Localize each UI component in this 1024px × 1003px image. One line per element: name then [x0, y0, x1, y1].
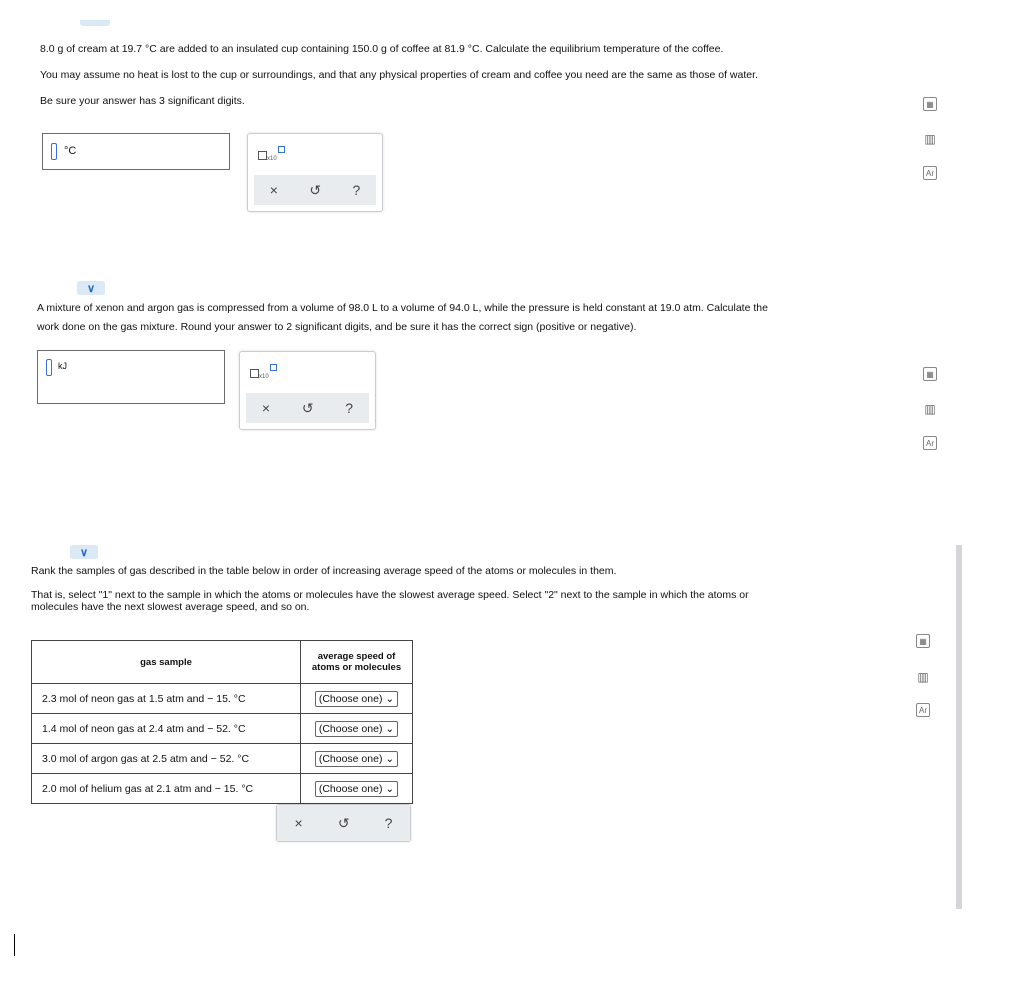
help-button[interactable]: ?: [352, 182, 361, 198]
q3-prompt-line1: Rank the samples of gas described in the table below in order of increasing average speed of the atoms or molecules in them.: [31, 565, 617, 577]
periodic-table-icon[interactable]: Ar: [923, 436, 937, 450]
chevron-down-icon[interactable]: ∨: [70, 545, 98, 559]
q1-prompt-line3: Be sure your answer has 3 significant digits.: [40, 95, 245, 107]
q1-prompt-line2: You may assume no heat is lost to the cup or surroundings, and that any physical properties of cream and coffee you need are the same as those of water.: [40, 69, 758, 81]
q2-prompt-line1: A mixture of xenon and argon gas is compressed from a volume of 98.0 L to a volume of 94.0 L, while the pressure is held constant at 19.0 atm. Calculate the: [37, 302, 768, 314]
insertion-cursor: [14, 934, 15, 956]
q2-unit-label: kJ: [58, 361, 67, 371]
text-cursor: [51, 143, 57, 160]
q2-prompt-line2: work done on the gas mixture. Round your answer to 2 significant digits, and be sure it has the correct sign (positive or negative).: [37, 321, 637, 333]
clear-button[interactable]: ×: [269, 182, 278, 198]
table-header-average-speed: average speed of atoms or molecules: [301, 641, 413, 684]
q3-prompt-line3: molecules have the next slowest average speed, and so on.: [31, 601, 310, 613]
table-row: [32, 684, 413, 714]
speed-rank-select[interactable]: (Choose one) ⌄: [315, 721, 398, 737]
data-chart-icon[interactable]: ▥: [924, 402, 936, 416]
q1-math-palette: [247, 133, 383, 212]
gas-sample-table: [31, 640, 413, 804]
help-button[interactable]: ?: [345, 400, 354, 416]
clear-button[interactable]: ×: [261, 400, 271, 416]
scientific-notation-button[interactable]: x10: [250, 364, 280, 382]
scientific-notation-button[interactable]: x10: [258, 146, 288, 164]
periodic-table-icon[interactable]: Ar: [923, 166, 937, 180]
scrollbar[interactable]: [956, 545, 962, 909]
q3-toolbar: [277, 805, 410, 841]
calculator-icon[interactable]: ▦: [923, 97, 937, 111]
periodic-table-icon[interactable]: Ar: [916, 703, 930, 717]
undo-button[interactable]: ↺: [301, 399, 314, 416]
data-chart-icon[interactable]: ▥: [917, 670, 929, 684]
q3-toolbar-palette: [276, 804, 411, 842]
table-row: [32, 714, 413, 744]
undo-button[interactable]: ↺: [337, 814, 350, 831]
help-button[interactable]: ?: [384, 815, 393, 831]
q2-math-palette: [239, 351, 376, 430]
q2-toolbar: [246, 393, 369, 423]
gas-sample-cell: 1.4 mol of neon gas at 2.4 atm and − 52. °C: [32, 714, 301, 744]
clear-button[interactable]: ×: [294, 815, 303, 831]
table-header-gas-sample: gas sample: [32, 641, 301, 684]
data-chart-icon[interactable]: ▥: [924, 132, 936, 146]
q1-unit-label: °C: [64, 145, 77, 157]
speed-rank-select[interactable]: (Choose one) ⌄: [315, 691, 398, 707]
calculator-icon[interactable]: ▦: [916, 634, 930, 648]
q1-prompt-line1: 8.0 g of cream at 19.7 °C are added to an insulated cup containing 150.0 g of coffee at 81.9 °C. Calculate the equilibrium temperature of the coffee.: [40, 43, 724, 55]
q1-answer-input[interactable]: [42, 133, 230, 170]
text-cursor: [46, 359, 52, 376]
gas-sample-cell: 3.0 mol of argon gas at 2.5 atm and − 52. °C: [32, 744, 301, 774]
gas-sample-cell: 2.3 mol of neon gas at 1.5 atm and − 15. °C: [32, 684, 301, 714]
q2-answer-input[interactable]: [37, 350, 225, 404]
table-row: [32, 744, 413, 774]
undo-button[interactable]: ↺: [309, 181, 322, 198]
q3-prompt-line2: That is, select "1" next to the sample in which the atoms or molecules have the slowest average speed. Select "2" next to the sample in which the atoms or: [31, 589, 749, 601]
top-tab-stub: [80, 20, 110, 26]
chevron-down-icon[interactable]: ∨: [77, 281, 105, 295]
speed-rank-select[interactable]: (Choose one) ⌄: [315, 751, 398, 767]
speed-rank-select[interactable]: (Choose one) ⌄: [315, 781, 398, 797]
q1-toolbar: [254, 175, 376, 205]
table-row: [32, 774, 413, 804]
calculator-icon[interactable]: ▦: [923, 367, 937, 381]
gas-sample-cell: 2.0 mol of helium gas at 2.1 atm and − 15. °C: [32, 774, 301, 804]
